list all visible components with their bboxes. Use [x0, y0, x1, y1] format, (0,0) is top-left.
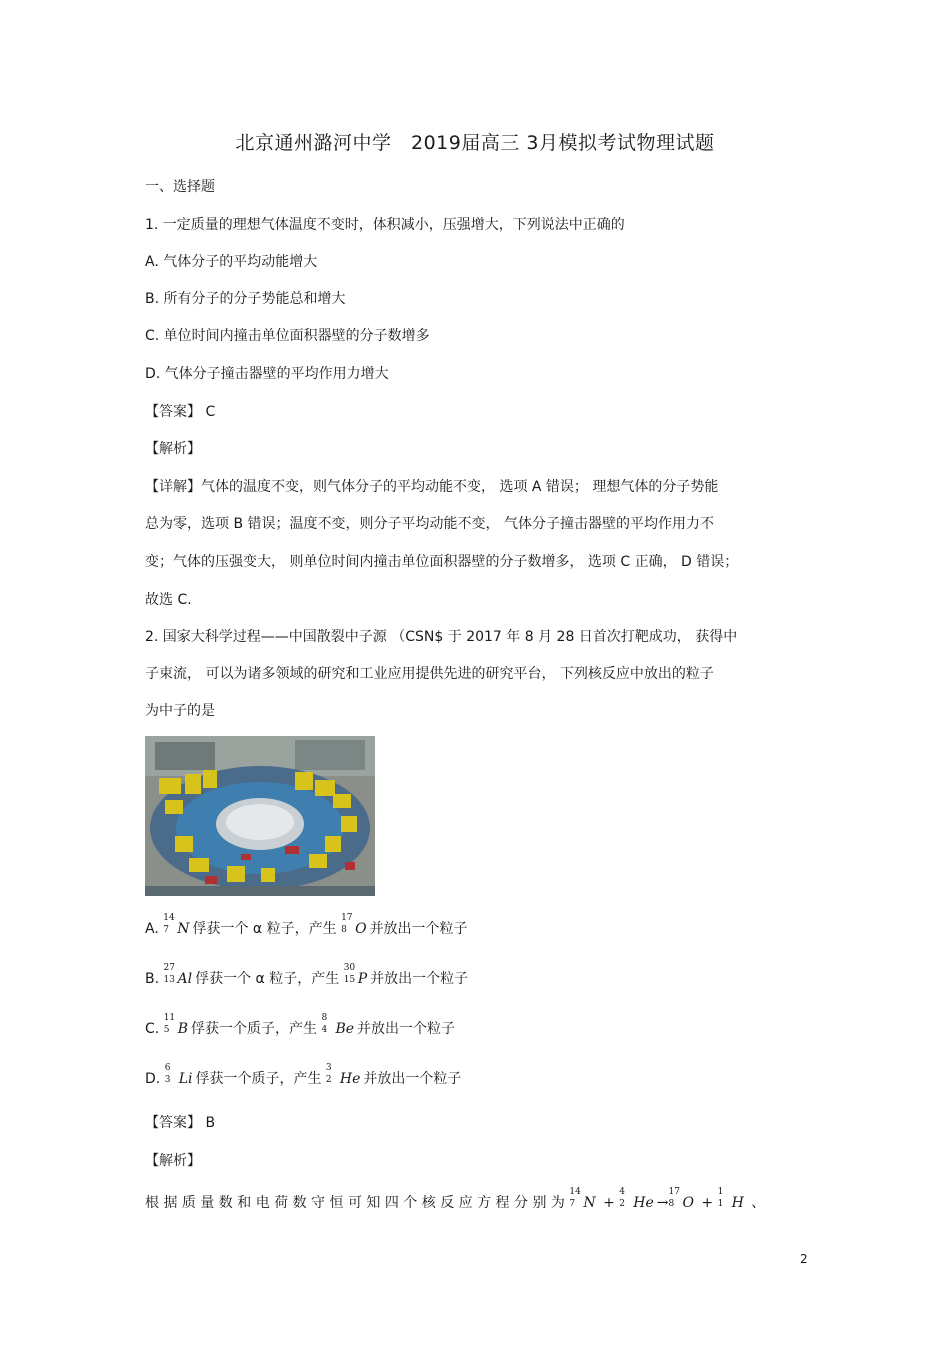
nuclide-target: 6 3 Li — [164, 1063, 193, 1087]
q2-option-c — [145, 1013, 456, 1038]
q1-answer: 【答案】 C — [145, 404, 216, 420]
option-label: D. — [145, 1071, 161, 1087]
option-label: C. — [145, 1021, 160, 1037]
nuclide-product: 30 15 P — [343, 963, 368, 987]
q2-analysis-line — [145, 1187, 766, 1212]
q2-answer: 【答案】 B — [145, 1115, 216, 1131]
q2-stem-line: 2. 国家大科学过程——中国散裂中子源 （CSN$ 于 2017 年 8 月 28 日首次打靶成功， 获得中 — [145, 629, 738, 645]
q2-analysis-label: 【解析】 — [145, 1153, 201, 1169]
page-number: 2 — [800, 1252, 808, 1266]
q1-option-d: D. 气体分子撞击器壁的平均作用力增大 — [145, 366, 389, 382]
option-label: B. — [145, 971, 160, 987]
page-title: 北京通州潞河中学 2019届高三 3月模拟考试物理试题 — [235, 132, 715, 154]
q1-detail-line: 总为零，选项 B 错误；温度不变，则分子平均动能不变， 气体分子撞击器壁的平均作用力不 — [145, 516, 714, 532]
q2-stem-line: 为中子的是 — [145, 703, 215, 719]
q2-stem-line: 子束流， 可以为诸多领域的研究和工业应用提供先进的研究平台， 下列核反应中放出的粒子 — [145, 666, 714, 682]
q1-detail-line: 故选 C. — [145, 592, 192, 608]
option-tail: 并放出一个粒子 — [369, 921, 468, 937]
analysis-text: 根 据 质 量 数 和 电 荷 数 守 恒 可 知 四 个 核 反 应 方 程 分 别 为 — [145, 1195, 565, 1211]
option-label: A. — [145, 921, 159, 937]
nuclide-product: 8 4 Be — [321, 1013, 355, 1037]
q1-option-b: B. 所有分子的分子势能总和增大 — [145, 291, 346, 307]
nuclide-target: 11 5 B — [163, 1013, 188, 1037]
q2-option-b — [145, 963, 469, 988]
q1-option-c: C. 单位时间内撞击单位面积器壁的分子数增多 — [145, 328, 430, 344]
q1-option-a: A. 气体分子的平均动能增大 — [145, 254, 318, 270]
q1-detail-line: 【详解】气体的温度不变，则气体分子的平均动能不变， 选项 A 错误； 理想气体的分子势能 — [145, 479, 719, 495]
nuclide-target: 27 13 Al — [163, 963, 193, 987]
option-text: 俘获一个质子，产生 — [195, 1071, 326, 1087]
section-heading: 一、选择题 — [145, 179, 215, 195]
nuclide-target: 14 7 N — [163, 913, 190, 937]
nuclide-product: 3 2 He — [325, 1063, 361, 1087]
q2-option-d — [145, 1063, 462, 1088]
reaction-equation: 14 7 N + 4 2 He → 17 8 O + 1 1 H 、 — [569, 1187, 766, 1211]
q1-analysis-label: 【解析】 — [145, 441, 201, 457]
option-tail: 并放出一个粒子 — [357, 1021, 456, 1037]
option-text: 俘获一个 α 粒子，产生 — [192, 921, 342, 937]
neutron-source-photo — [145, 736, 375, 896]
q2-option-a — [145, 913, 468, 938]
nuclide-product: 17 8 O — [341, 913, 367, 937]
option-text: 俘获一个 α 粒子，产生 — [195, 971, 344, 987]
option-tail: 并放出一个粒子 — [370, 971, 469, 987]
option-tail: 并放出一个粒子 — [363, 1071, 462, 1087]
option-text: 俘获一个质子，产生 — [190, 1021, 322, 1037]
q1-stem: 1. 一定质量的理想气体温度不变时，体积减小，压强增大，下列说法中正确的 — [145, 217, 625, 233]
q1-detail-line: 变；气体的压强变大， 则单位时间内撞击单位面积器壁的分子数增多， 选项 C 正确， D 错误； — [145, 554, 739, 570]
